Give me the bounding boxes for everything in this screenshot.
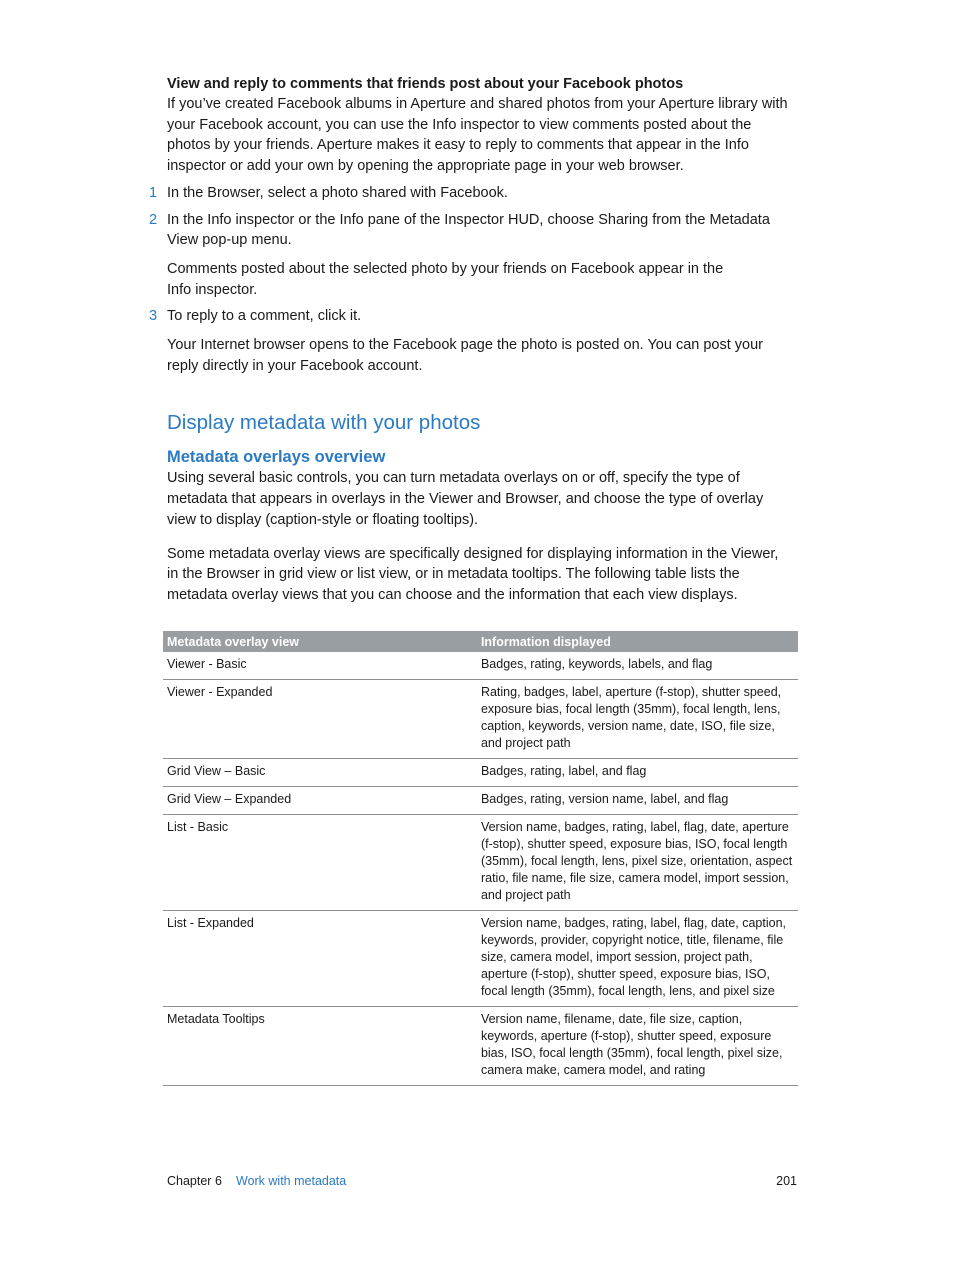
table-row: [163, 787, 798, 815]
table-row: [163, 1007, 798, 1086]
table-row: [163, 680, 798, 759]
step-2: [149, 210, 792, 251]
step-2-result: Comments posted about the selected photo by your friends on Facebook appear in the Info inspector.: [167, 260, 724, 298]
column-header-view: Metadata overlay view: [163, 631, 477, 652]
cell-info: Version name, badges, rating, label, flag, date, aperture (f-stop), shutter speed, exposure bias, ISO, focal length (35mm), focal length, lens, pixel size, orientation, aspect ratio, file name, file size, camera model, import session, and project path: [477, 815, 798, 911]
step-number: 3: [149, 308, 158, 325]
step-number: 2: [149, 211, 158, 228]
cell-view: Viewer - Basic: [163, 652, 477, 680]
cell-view: List - Basic: [163, 815, 477, 911]
main-content: [149, 74, 792, 606]
table-row: [163, 652, 798, 680]
cell-info: Badges, rating, keywords, labels, and flag: [477, 652, 798, 680]
cell-info: Version name, badges, rating, label, flag, date, caption, keywords, provider, copyright notice, title, filename, file size, camera model, import session, project path, aperture (f-stop), shutter speed, exposure bias, ISO, focal length (35mm), focal length, lens, and pixel size: [477, 911, 798, 1007]
table-row: [163, 815, 798, 911]
cell-view: Grid View – Expanded: [163, 787, 477, 815]
step-text: In the Browser, select a photo shared with Facebook.: [167, 184, 508, 201]
column-header-info: Information displayed: [477, 631, 798, 652]
footer-page-number: 201: [776, 1174, 797, 1188]
subsection-heading: Metadata overlays overview: [167, 448, 386, 467]
step-1: [149, 183, 792, 204]
cell-info: Badges, rating, label, and flag: [477, 759, 798, 787]
step-3: [149, 306, 792, 327]
table-row: [163, 911, 798, 1007]
step-3-result: Your Internet browser opens to the Facebook page the photo is posted on. You can post your reply directly in your Facebook account.: [167, 337, 763, 374]
table-row: [163, 759, 798, 787]
step-number: 1: [149, 184, 158, 201]
cell-info: Version name, filename, date, file size, caption, keywords, aperture (f-stop), shutter speed, exposure bias, ISO, focal length (35mm), focal length, pixel size, camera make, camera model, and rating: [477, 1007, 798, 1086]
metadata-overlay-table: [163, 631, 798, 1086]
step-text: In the Info inspector or the Info pane of the Inspector HUD, choose Sharing from the Metadata View pop-up menu.: [167, 211, 770, 249]
cell-view: Grid View – Basic: [163, 759, 477, 787]
overlays-paragraph-2: Some metadata overlay views are specifically designed for displaying information in the Viewer, in the Browser in grid view or list view, or in metadata tooltips. The following table lists the metadata overlay views that you can choose and the information that each view displays.: [167, 545, 779, 603]
cell-info: Badges, rating, version name, label, and flag: [477, 787, 798, 815]
cell-view: Viewer - Expanded: [163, 680, 477, 759]
table-header-row: [163, 631, 798, 652]
overlays-paragraph-1: Using several basic controls, you can turn metadata overlays on or off, specify the type of metadata that appears in overlays in the Viewer and Browser, and choose the type of overlay view to display (caption-style or floating tooltips).: [167, 470, 764, 528]
cell-info: Rating, badges, label, aperture (f-stop), shutter speed, exposure bias, focal length (35mm), focal length, lens, caption, keywords, version name, date, ISO, file size, and project path: [477, 680, 798, 759]
step-text: To reply to a comment, click it.: [167, 308, 362, 325]
cell-view: List - Expanded: [163, 911, 477, 1007]
cell-view: Metadata Tooltips: [163, 1007, 477, 1086]
section-heading: Display metadata with your photos: [167, 411, 481, 435]
intro-paragraph: If you’ve created Facebook albums in Aperture and shared photos from your Aperture library with your Facebook account, you can use the Info inspector to view comments posted about the photos by your friends. Aperture makes it easy to reply to comments that appear in the Info inspector or add your own by opening the appropriate page in your web browser.: [167, 96, 788, 175]
footer-chapter: Chapter 6: [167, 1174, 222, 1188]
section-lead-heading: View and reply to comments that friends post about your Facebook photos: [167, 76, 684, 92]
footer-chapter-title[interactable]: Work with metadata: [236, 1174, 347, 1188]
